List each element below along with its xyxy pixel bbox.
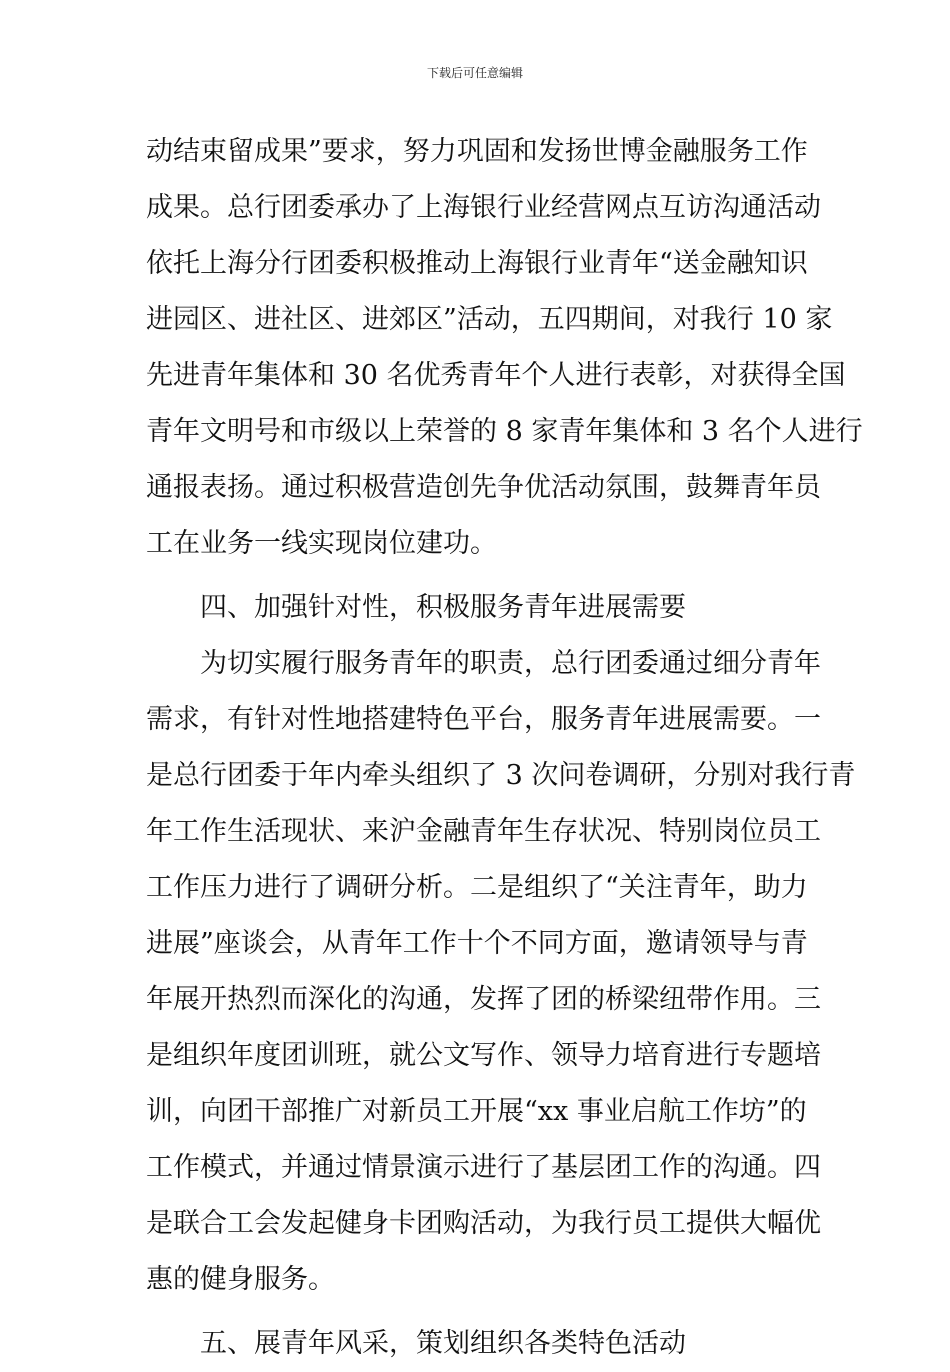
text-line: 进园区、进社区、进郊区”活动，五四期间，对我行 10 家 [146,304,833,335]
section-heading: 四、加强针对性，积极服务青年进展需要 [200,592,686,623]
section-heading: 五、展青年风采，策划组织各类特色活动 [200,1328,686,1359]
text-line: 年工作生活现状、来沪金融青年生存状况、特别岗位员工 [146,816,821,847]
page-header: 下载后可任意编辑 [426,66,523,80]
text-line: 工作模式，并通过情景演示进行了基层团工作的沟通。四 [146,1152,821,1183]
text-line: 年展开热烈而深化的沟通，发挥了团的桥梁纽带作用。三 [146,984,821,1015]
text-line: 是组织年度团训班，就公文写作、领导力培育进行专题培 [146,1040,821,1071]
text-line: 通报表扬。通过积极营造创先争优活动氛围，鼓舞青年员 [146,472,821,503]
text-line: 先进青年集体和 30 名优秀青年个人进行表彰，对获得全国 [146,360,846,391]
paragraph [146,124,863,572]
paragraph [146,636,856,1308]
text-line: 青年文明号和市级以上荣誉的 8 家青年集体和 3 名个人进行 [146,416,863,447]
text-line: 是联合工会发起健身卡团购活动，为我行员工提供大幅优 [146,1208,821,1239]
text-line: 进展”座谈会，从青年工作十个不同方面，邀请领导与青 [146,928,808,959]
text-line: 训，向团干部推广对新员工开展“xx 事业启航工作坊”的 [146,1096,807,1127]
text-line: 成果。总行团委承办了上海银行业经营网点互访沟通活动 [146,192,821,223]
text-line: 惠的健身服务。 [146,1264,335,1295]
text-line: 工在业务一线实现岗位建功。 [146,528,497,559]
text-line: 为切实履行服务青年的职责，总行团委通过细分青年 [200,648,821,679]
text-line: 动结束留成果”要求，努力巩固和发扬世博金融服务工作 [146,136,808,167]
text-line: 需求，有针对性地搭建特色平台，服务青年进展需要。一 [146,704,821,735]
document-body [146,124,863,1372]
text-line: 是总行团委于年内牵头组织了 3 次问卷调研，分别对我行青 [146,760,856,791]
text-line: 依托上海分行团委积极推动上海银行业青年“送金融知识 [146,248,808,279]
text-line: 工作压力进行了调研分析。二是组织了“关注青年，助力 [146,872,808,903]
